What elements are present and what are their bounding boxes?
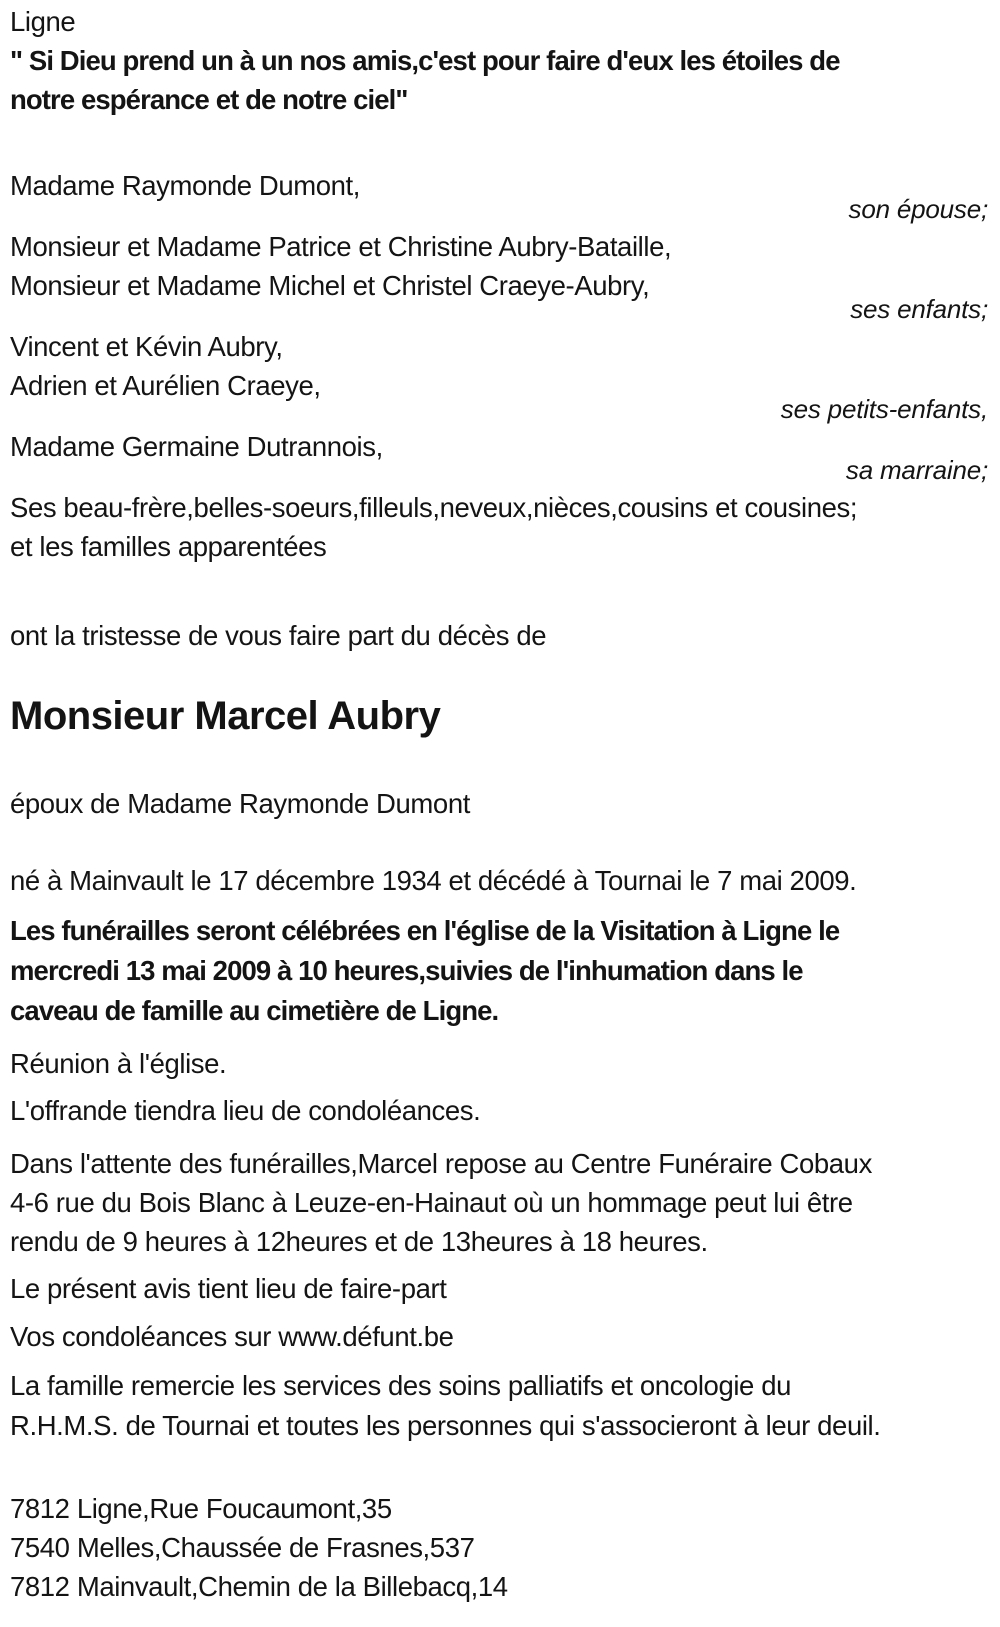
funeral-line-3: caveau de famille au cimetière de Ligne. bbox=[10, 995, 499, 1026]
relation-label: son épouse; bbox=[848, 194, 988, 224]
address-line: 7812 Mainvault,Chemin de la Billebacq,14 bbox=[10, 1571, 508, 1602]
repose-line-2: 4-6 rue du Bois Blanc à Leuze-en-Hainaut où un hommage peut lui être bbox=[10, 1187, 853, 1218]
family-member-line: Monsieur et Madame Michel et Christel Craeye-Aubry, bbox=[10, 270, 650, 301]
thanks-line-1: La famille remercie les services des soins palliatifs et oncologie du bbox=[10, 1370, 791, 1401]
family-member-line: Adrien et Aurélien Craeye, bbox=[10, 370, 321, 401]
family-member-line: Ses beau-frère,belles-soeurs,filleuls,neveux,nièces,cousins et cousines; bbox=[10, 492, 858, 523]
repose-details bbox=[10, 1144, 988, 1261]
family-member-line: et les familles apparentées bbox=[10, 531, 327, 562]
condolences-line: Vos condoléances sur www.défunt.be bbox=[10, 1321, 454, 1352]
funeral-line-1: Les funérailles seront célébrées en l'église de la Visitation à Ligne le bbox=[10, 915, 840, 946]
announcement-line: ont la tristesse de vous faire part du décès de bbox=[10, 620, 547, 651]
quote-line-1: " Si Dieu prend un à un nos amis,c'est pour faire d'eux les étoiles de bbox=[10, 45, 840, 76]
address-list bbox=[10, 1489, 988, 1606]
address-line: 7812 Ligne,Rue Foucaumont,35 bbox=[10, 1493, 392, 1524]
family-member-line: Madame Germaine Dutrannois, bbox=[10, 431, 383, 462]
family-member-line: Vincent et Kévin Aubry, bbox=[10, 331, 283, 362]
reunion-line: Réunion à l'église. bbox=[10, 1048, 227, 1079]
repose-line-3: rendu de 9 heures à 12heures et de 13heures à 18 heures. bbox=[10, 1226, 708, 1257]
birth-death-line: né à Mainvault le 17 décembre 1934 et décédé à Tournai le 7 mai 2009. bbox=[10, 865, 857, 896]
family-list bbox=[10, 166, 988, 566]
deceased-name-heading: Monsieur Marcel Aubry bbox=[10, 694, 441, 738]
family-member-line: Monsieur et Madame Patrice et Christine Aubry-Bataille, bbox=[10, 231, 672, 262]
address-line: 7540 Melles,Chaussée de Frasnes,537 bbox=[10, 1532, 475, 1563]
spouse-line: époux de Madame Raymonde Dumont bbox=[10, 788, 470, 819]
quote-line-2: notre espérance et de notre ciel" bbox=[10, 84, 408, 115]
notice-line: Le présent avis tient lieu de faire-part bbox=[10, 1273, 447, 1304]
relation-label: sa marraine; bbox=[845, 455, 988, 485]
repose-line-1: Dans l'attente des funérailles,Marcel repose au Centre Funéraire Cobaux bbox=[10, 1148, 872, 1179]
thanks-line-2: R.H.M.S. de Tournai et toutes les personnes qui s'associeront à leur deuil. bbox=[10, 1410, 881, 1441]
offering-line: L'offrande tiendra lieu de condoléances. bbox=[10, 1095, 481, 1126]
family-member-line: Madame Raymonde Dumont, bbox=[10, 170, 360, 201]
relation-label: ses petits-enfants, bbox=[780, 394, 988, 424]
funeral-details bbox=[10, 911, 988, 1031]
relation-label: ses enfants; bbox=[850, 294, 988, 324]
funeral-line-2: mercredi 13 mai 2009 à 10 heures,suivies de l'inhumation dans le bbox=[10, 955, 803, 986]
epitaph-quote bbox=[10, 41, 988, 119]
thanks-paragraph bbox=[10, 1366, 988, 1446]
location-title: Ligne bbox=[10, 6, 76, 37]
